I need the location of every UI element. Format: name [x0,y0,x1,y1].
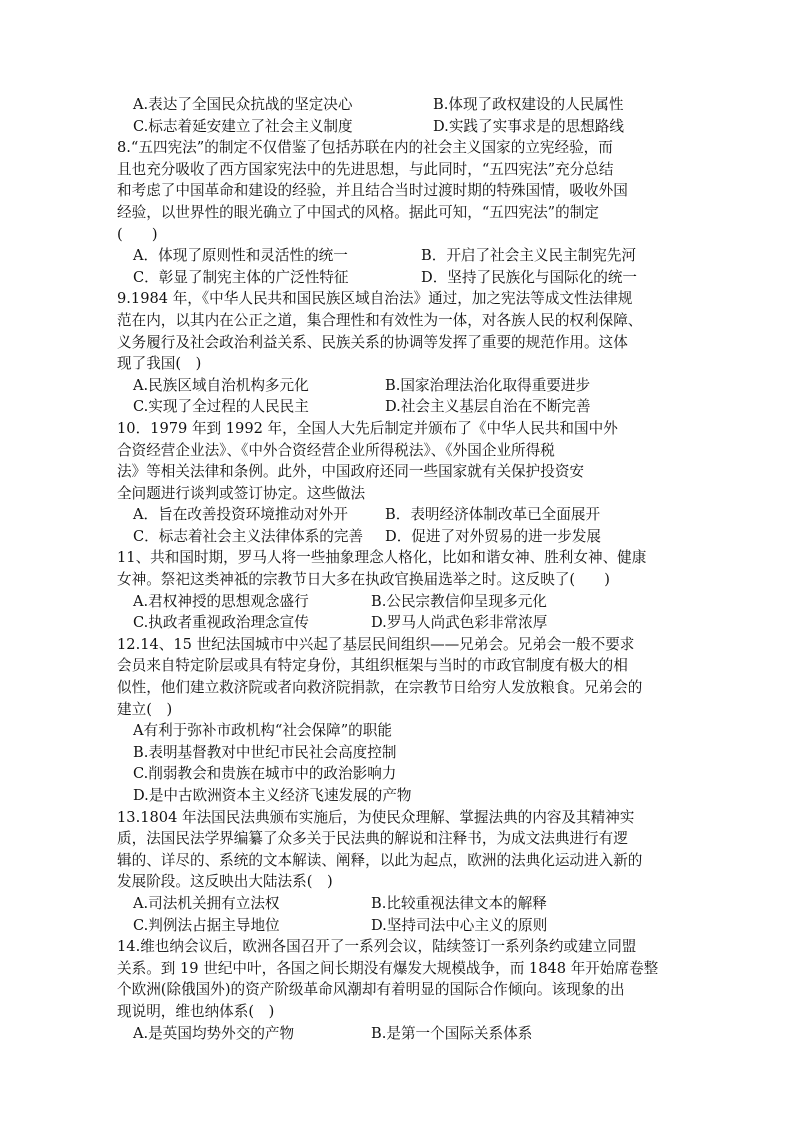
exam-page [117,94,679,1044]
q12-stem-line-3: 似性，他们建立救济院或者向救济院捐款，在宗教节日给穷人发放粮食。兄弟会的 [117,679,643,697]
q10-stem-line-1: 10．1979 年到 1992 年，全国人大先后制定并颁布了《中华人民共和国中外 [117,419,618,437]
q13-options-row-1 [117,893,679,915]
q13-stem-line-4: 发展阶段。这反映出大陆法系( ) [117,873,333,891]
q12-option-b: B.表明基督教对中世纪市民社会高度控制 [133,743,397,761]
q9-stem-line-2: 范在内，以其内在公正之道，集合理性和有效性为一体，对各族人民的权利保障、 [117,311,643,329]
q9-options-row-1 [117,375,679,397]
q12-option-d: D.是中古欧洲资本主义经济飞速发展的产物 [133,787,412,804]
q10-options-row-2 [117,526,679,548]
q8-stem-line-3: 和考虑了中国革命和建设的经验，并且结合当时过渡时期的特殊国情，吸收外国 [117,182,628,200]
q8-option-a: A．体现了原则性和灵活性的统一 [133,247,348,265]
q11-options-row-2 [117,612,679,634]
q11-option-d: D.罗马人尚武色彩非常浓厚 [371,614,548,632]
q13-option-b: B.比较重视法律文本的解释 [371,894,547,912]
q8-options-row-1 [117,245,679,267]
q7-options-row-2 [117,116,679,138]
q13-option-a: A.司法机关拥有立法权 [133,894,280,912]
q7-option-b: B.体现了政权建设的人民属性 [433,96,624,113]
q8-stem-line-4: 经验，以世界性的眼光确立了中国式的风格。据此可知，“五四宪法”的制定 [117,203,599,221]
q12-stem-line-1: 12.14、15 世纪法国城市中兴起了基层民间组织——兄弟会。兄弟会一般不要求 [117,635,635,653]
q10-option-c: C．标志着社会主义法律体系的完善 [133,527,364,545]
q14-options-row-1 [117,1023,679,1045]
q9-stem-line-3: 义务履行及社会政治利益关系、民族关系的协调等发挥了重要的规范作用。这体 [117,333,628,351]
q11-stem-line-1: 11、共和国时期，罗马人将一些抽象理念人格化，比如和谐女神、胜利女神、健康 [117,549,647,567]
q10-stem-line-3: 法》等相关法律和条例。此外，中国政府还同一些国家就有关保护投资安 [117,463,585,481]
q14-stem-line-2: 关系。到 19 世纪中叶，各国之间长期没有爆发大规模战争，而 1848 年开始席卷整 [117,959,659,977]
q10-option-b: B．表明经济体制改革已全面展开 [385,506,601,524]
q13-options-row-2 [117,915,679,937]
q8-option-b: B．开启了社会主义民主制宪先河 [421,247,637,265]
q12-option-c: C.削弱教会和贵族在城市中的政治影响力 [133,765,397,783]
q8-options-row-2 [117,267,679,289]
q8-option-d: D．坚持了民族化与国际化的统一 [421,268,638,286]
q11-options-row-1 [117,591,679,613]
q8-option-c: C．彰显了制宪主体的广泛性特征 [133,268,349,286]
q13-option-d: D.坚持司法中心主义的原则 [371,916,548,934]
q14-stem-line-4: 现说明，维也纳体系( ) [117,1002,275,1020]
q12-stem-line-2: 会员来自特定阶层或具有特定身份，其组织框架与当时的市政官制度有极大的相 [117,657,628,675]
q14-option-b: B.是第一个国际关系体系 [371,1024,533,1042]
q12-stem-line-4: 建立( ) [117,700,173,718]
q9-option-d: D.社会主义基层自治在不断完善 [385,398,591,416]
q9-option-a: A.民族区域自治机构多元化 [133,376,309,394]
q12-option-a: A有利于弥补市政机构“社会保障”的职能 [133,722,392,740]
q10-option-a: A．旨在改善投资环境推动对外开 [133,506,348,524]
q13-stem-line-1: 13.1804 年法国民法典颁布实施后，为使民众理解、掌握法典的内容及其精神实 [117,808,635,826]
q11-option-a: A.君权神授的思想观念盛行 [133,592,309,610]
q9-option-c: C.实现了全过程的人民民主 [133,398,309,416]
q14-stem-line-3: 个欧洲(除俄国外)的资产阶级革命风潮却有着明显的国际合作倾向。该现象的出 [117,981,625,999]
q10-stem-line-2: 合资经营企业法》、《中外合资经营企业所得税法》、《外国企业所得税 [117,441,555,459]
q13-stem-line-2: 质，法国民法学界编纂了众多关于民法典的解说和注释书，为成文法典进行有逻 [117,830,628,848]
q10-option-d: D．促进了对外贸易的进一步发展 [385,527,602,545]
q8-stem-line-2: 且也充分吸收了西方国家宪法中的先进思想，与此同时，“五四宪法”充分总结 [117,160,614,178]
q7-option-c: C.标志着延安建立了社会主义制度 [133,117,353,135]
q10-options-row-1 [117,504,679,526]
q9-options-row-2 [117,396,679,418]
q7-options-row-1 [117,94,679,116]
q8-stem-line-5: ( ) [117,225,158,243]
q14-option-a: A.是英国均势外交的产物 [133,1024,295,1042]
q7-option-a: A.表达了全国民众抗战的坚定决心 [133,96,353,113]
q11-option-c: C.执政者重视政治理念宣传 [133,614,309,632]
q11-option-b: B.公民宗教信仰呈现多元化 [371,592,547,610]
q9-option-b: B.国家治理法治化取得重要进步 [385,376,591,394]
q13-stem-line-3: 辑的、详尽的、系统的文本解读、阐释，以此为起点，欧洲的法典化运动进入新的 [117,851,643,869]
q8-stem-line-1: 8.“五四宪法”的制定不仅借鉴了包括苏联在内的社会主义国家的立宪经验，而 [117,139,613,157]
q14-stem-line-1: 14.维也纳会议后，欧洲各国召开了一系列会议，陆续签订一系列条约或建立同盟 [117,938,637,956]
q13-option-c: C.判例法占据主导地位 [133,916,280,934]
q7-option-d: D.实践了实事求是的思想路线 [433,117,624,135]
q10-stem-line-4: 全问题进行谈判或签订协定。这些做法 [117,484,366,502]
q11-stem-line-2: 女神。祭祀这类神祗的宗教节日大多在执政官换届选举之时。这反映了( ) [117,571,610,589]
q9-stem-line-4: 现了我国( ) [117,355,202,373]
q9-stem-line-1: 9.1984 年，《中华人民共和国民族区域自治法》通过，加之宪法等成文性法律规 [117,290,633,308]
